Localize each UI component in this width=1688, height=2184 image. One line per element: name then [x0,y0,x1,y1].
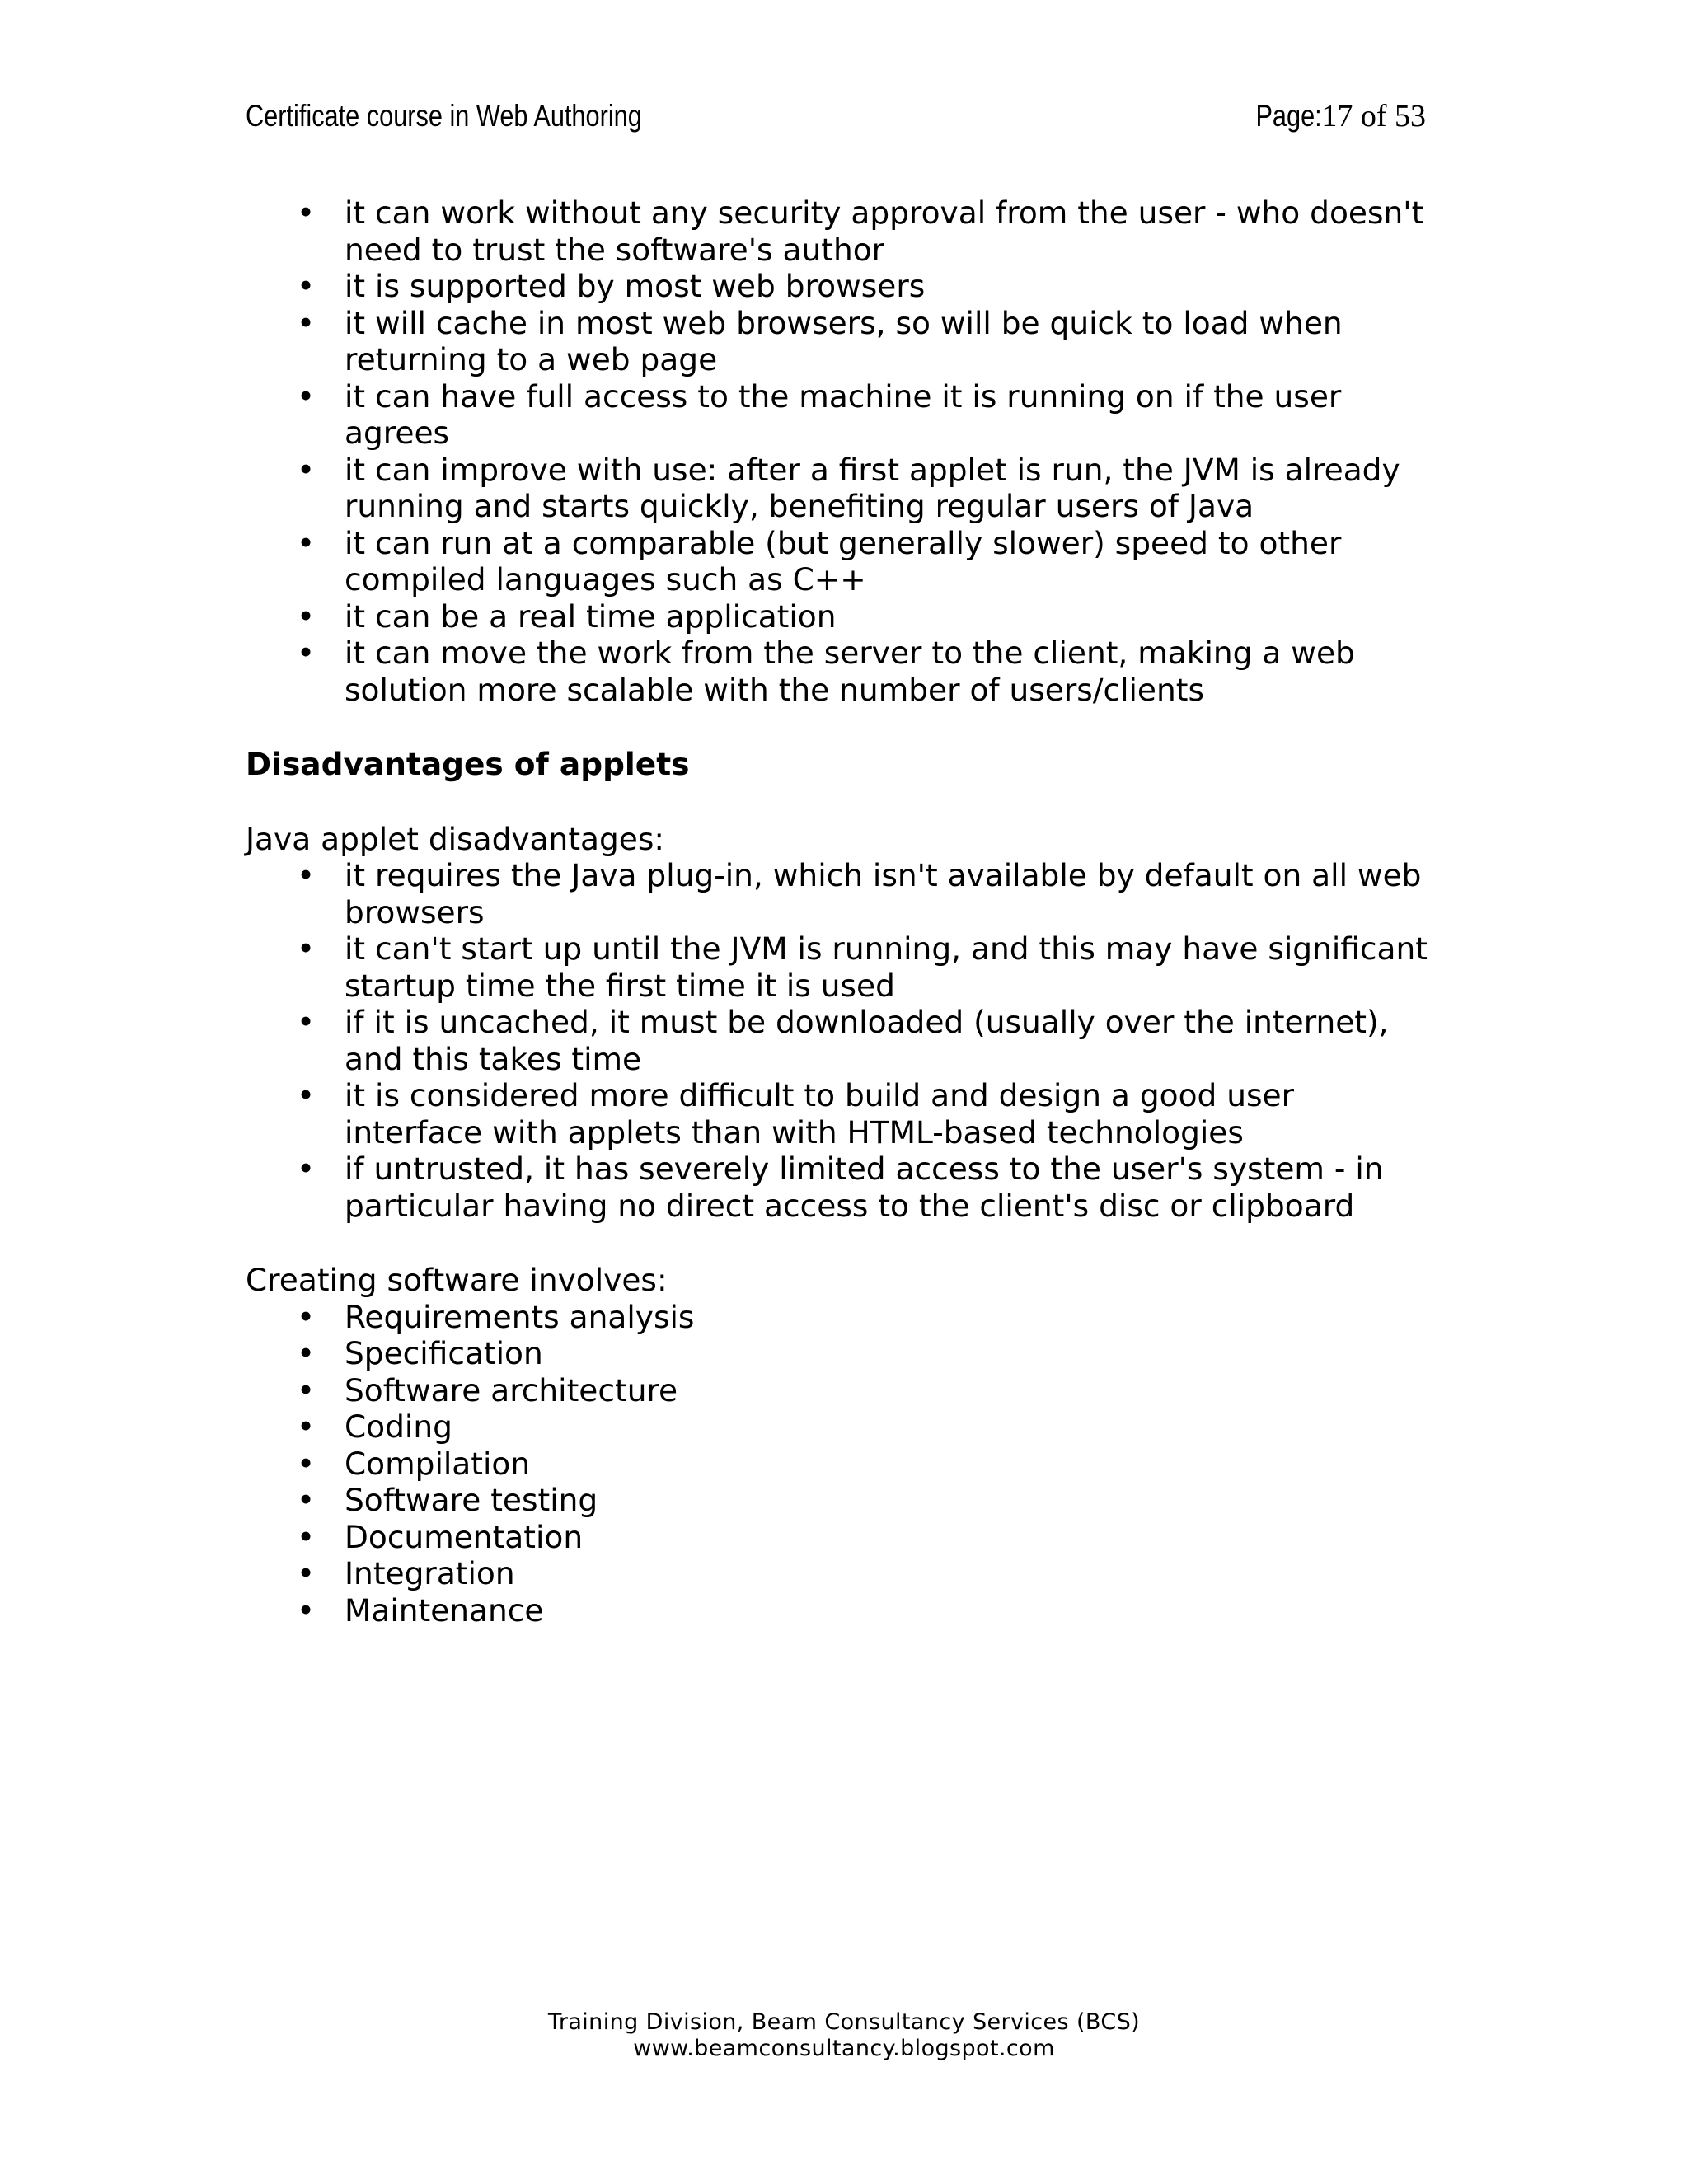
list-item [246,635,1432,708]
bullet-icon: • [296,598,316,635]
list-item [246,1592,1432,1629]
bullet-icon: • [296,1555,316,1591]
list-item-text: it requires the Java plug-in, which isn't available by default on all web browsers [345,857,1422,930]
bullet-icon: • [296,1298,316,1335]
list-item-text: it can run at a comparable (but generally slower) speed to other compiled languages such as C++ [345,524,1342,598]
list-item-text: it can work without any security approval from the user - who doesn't need to trust the software's author [345,194,1424,268]
disadvantages-intro: Java applet disadvantages: [246,820,665,857]
software-intro: Creating software involves: [246,1262,668,1298]
list-item-text: Software architecture [345,1371,678,1408]
bullet-icon: • [296,1591,316,1629]
list-item [246,452,1432,525]
list-item-text: it will cache in most web browsers, so will be quick to load when returning to a web page [345,304,1343,377]
list-item-text: Documentation [345,1518,584,1555]
list-item-text: Requirements analysis [345,1298,695,1335]
page-indicator [1242,96,1426,143]
list-item [246,194,1432,268]
list-item-text: it can improve with use: after a first applet is run, the JVM is already running and starts quickly, benefiting regular users of Java [345,451,1400,524]
list-item [246,1482,1432,1519]
bullet-icon: • [296,1518,316,1555]
page-footer [0,2009,1688,2062]
list-item [246,1077,1432,1151]
list-item [246,268,1432,305]
bullet-icon: • [296,635,316,671]
list-item [246,1299,1432,1336]
list-item-text: Specification [345,1335,543,1371]
list-item-text: Coding [345,1408,452,1445]
bullet-icon: • [296,1445,316,1482]
bullet-icon: • [296,268,316,304]
list-item-text: it can move the work from the server to the client, making a web solution more scalable with the number of users/clients [345,635,1355,708]
bullet-icon: • [296,1408,316,1445]
list-item-text: it can have full access to the machine it is running on if the user agrees [345,377,1342,451]
bullet-icon: • [296,304,316,341]
list-item [246,378,1432,452]
footer-organization: Training Division, Beam Consultancy Services (BCS) [547,2009,1141,2035]
bullet-icon: • [296,1077,316,1113]
list-item-text: if it is uncached, it must be downloaded (usually over the internet), and this takes time [345,1004,1389,1077]
list-item-text: Software testing [345,1482,598,1518]
document-body [246,194,1432,1629]
list-item [246,1555,1432,1592]
list-item-text: it is considered more difficult to build and design a good user interface with applets than with HTML-based technologies [345,1077,1295,1151]
list-item-text: Maintenance [345,1591,544,1629]
course-title: Certificate course in Web Authoring [246,99,642,133]
list-item [246,1335,1432,1372]
list-item [246,857,1432,930]
list-item [246,1408,1432,1446]
list-item [246,1151,1432,1224]
bullet-icon: • [296,524,316,561]
list-item-text: Compilation [345,1445,531,1482]
bullet-icon: • [296,1482,316,1518]
bullet-icon: • [296,1371,316,1408]
page-label: Page: [1255,99,1322,133]
list-item [246,930,1432,1004]
bullet-icon: • [296,930,316,967]
bullet-icon: • [296,857,316,893]
footer-website: www.beamconsultancy.blogspot.com [633,2036,1055,2061]
list-item [246,1004,1432,1077]
list-item [246,1372,1432,1409]
list-item-text: it can't start up until the JVM is running, and this may have significant startup time the first time it is used [345,930,1428,1004]
page-header [246,96,1426,145]
list-item [246,525,1432,598]
bullet-icon: • [296,377,316,415]
software-steps-list [246,1299,1432,1629]
bullet-icon: • [296,194,316,231]
section-heading: Disadvantages of applets [246,746,690,782]
list-item-text: it is supported by most web browsers [345,268,926,304]
list-item [246,1519,1432,1556]
bullet-icon: • [296,1004,316,1040]
page-number: 17 of 53 [1321,99,1426,134]
list-item [246,598,1432,635]
list-item-text: if untrusted, it has severely limited access to the user's system - in particular having no direct access to the client's disc or clipboard [345,1151,1384,1224]
list-item [246,1446,1432,1483]
list-item-text: Integration [345,1555,515,1591]
bullet-icon: • [296,451,316,488]
disadvantages-list [246,857,1432,1224]
bullet-icon: • [296,1335,316,1371]
advantages-list [246,194,1432,708]
list-item-text: it can be a real time application [345,598,837,635]
bullet-icon: • [296,1151,316,1187]
list-item [246,305,1432,378]
